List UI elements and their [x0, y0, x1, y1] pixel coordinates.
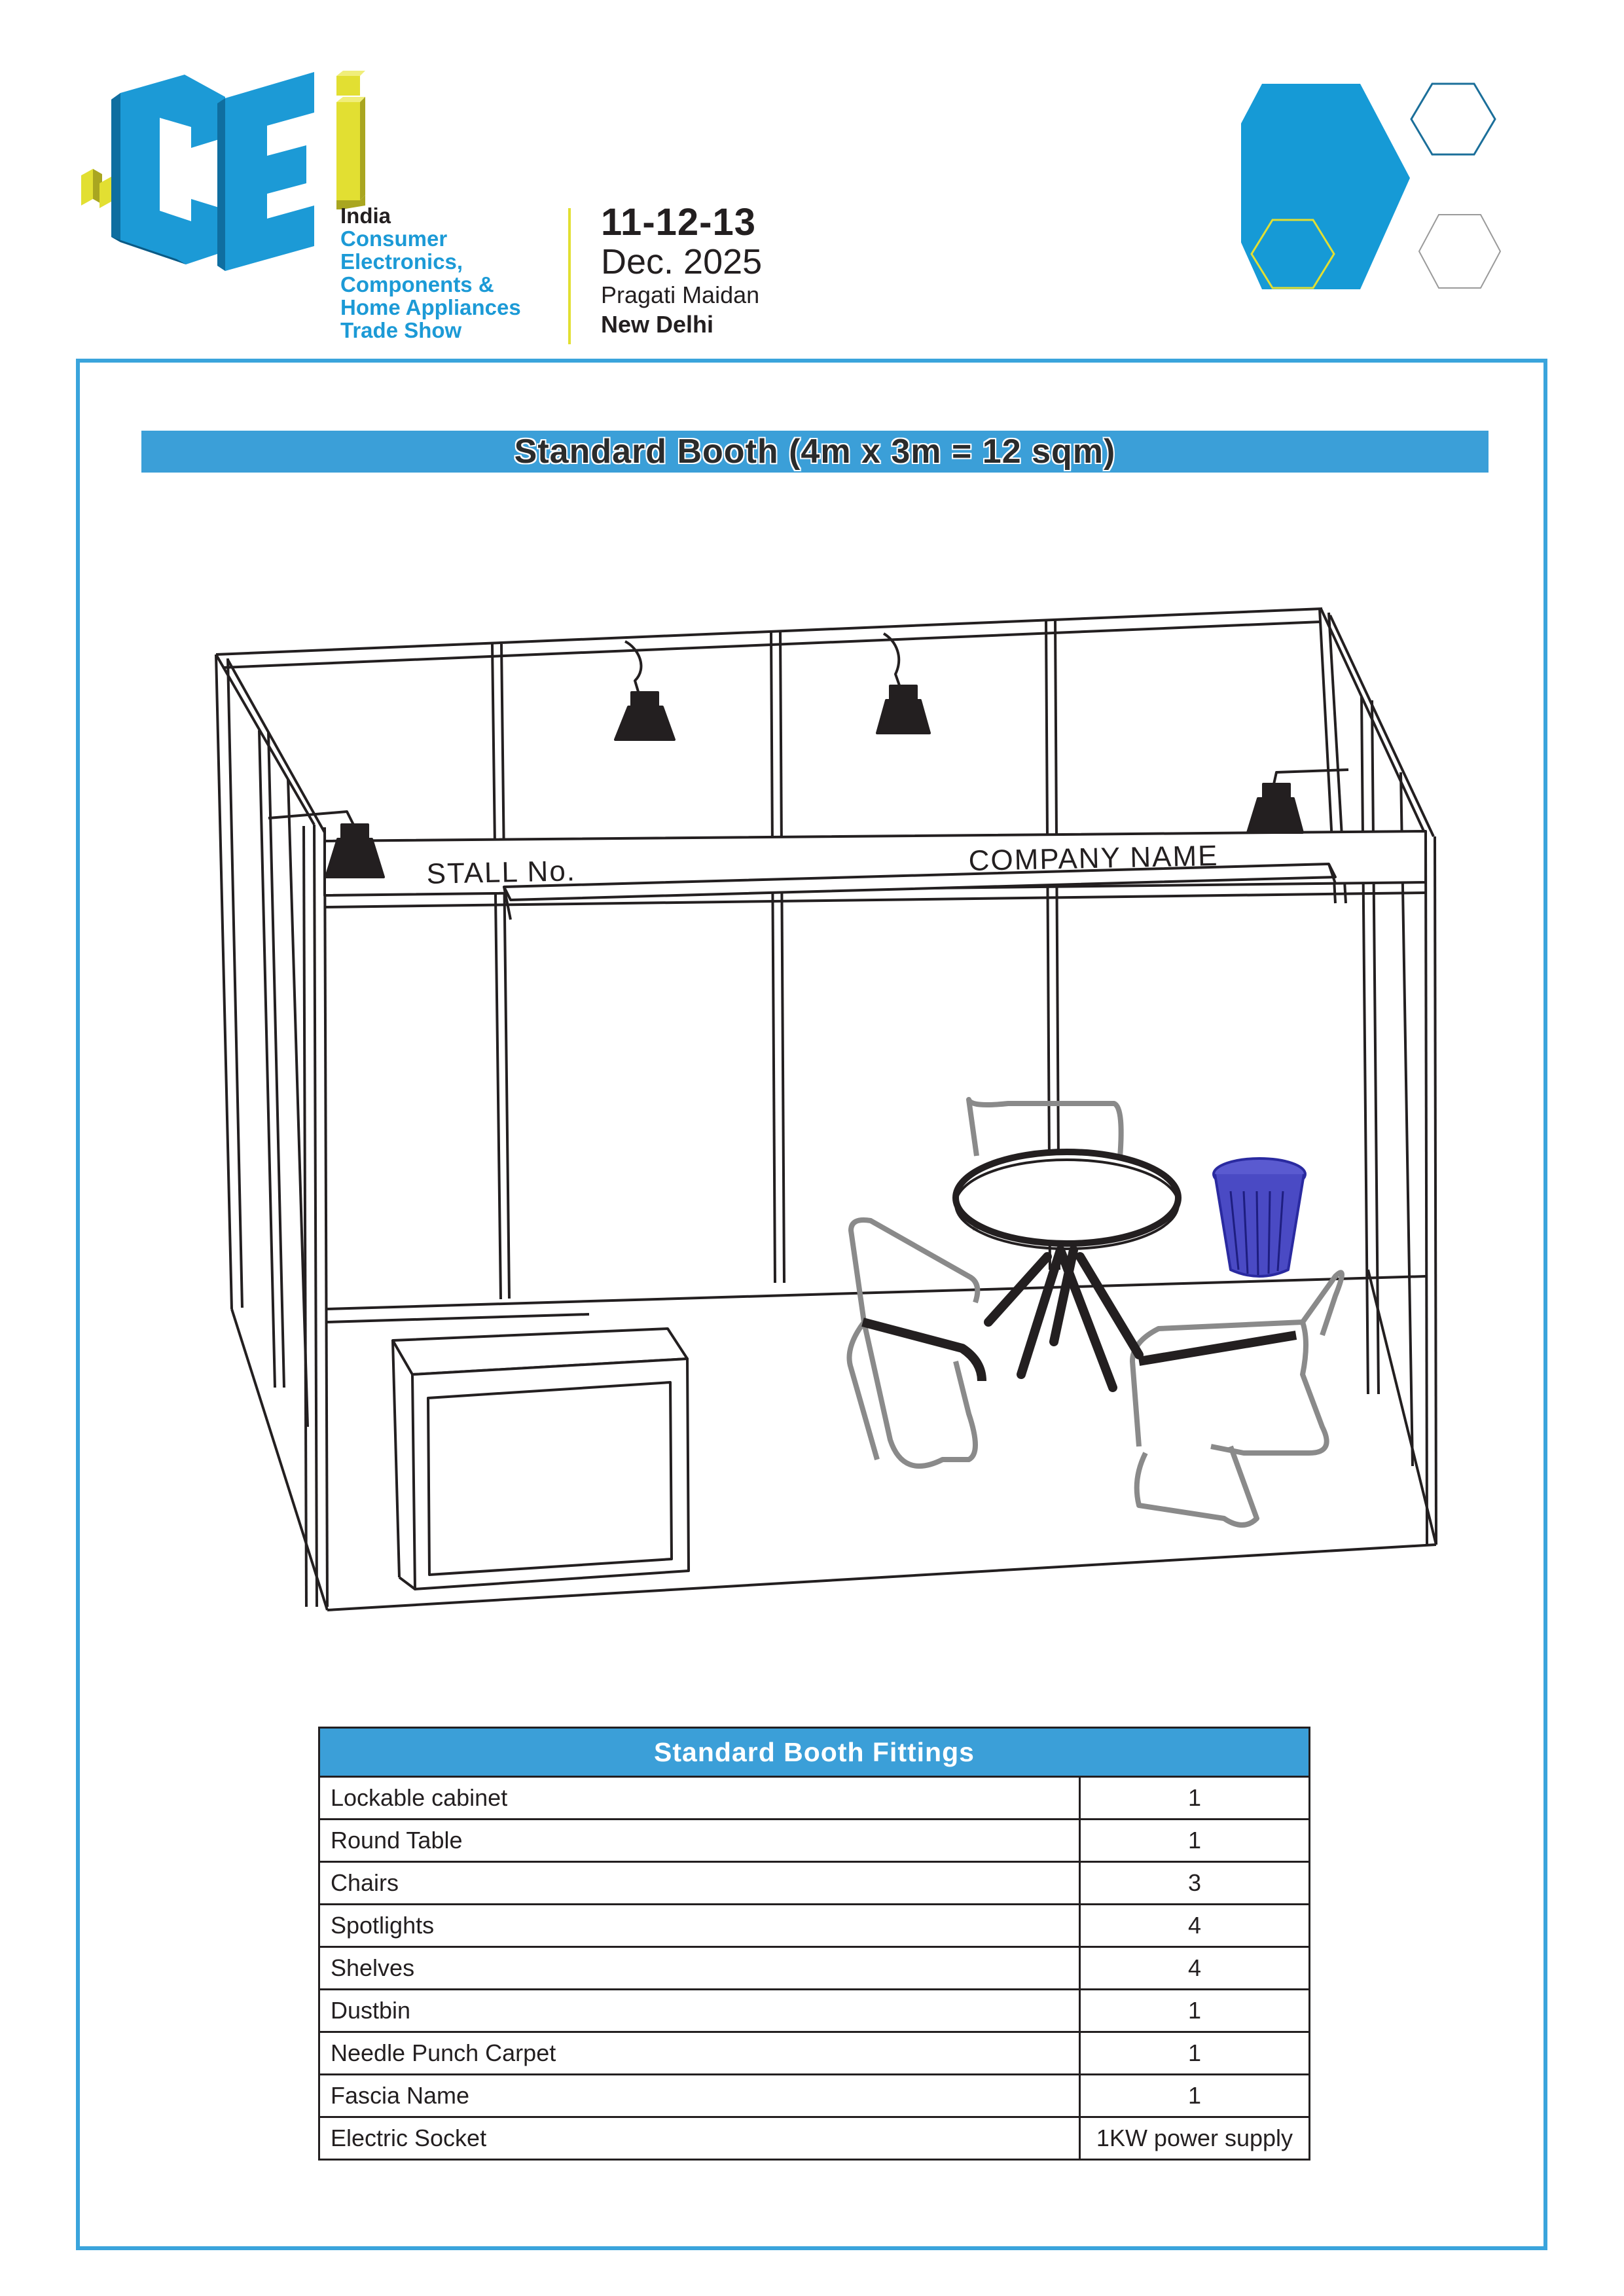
spotlight: [877, 634, 929, 733]
item-name: Round Table: [319, 1820, 1080, 1862]
item-qty: 4: [1080, 1905, 1310, 1947]
table-row: [319, 1905, 1310, 1947]
event-venue: Pragati Maidan: [601, 281, 760, 308]
section-title: Standard Booth (4m x 3m = 12 sqm): [514, 433, 1116, 471]
lockable-cabinet: [393, 1329, 689, 1589]
section-title-bar: [141, 431, 1489, 473]
booth-illustration: [196, 576, 1466, 1623]
dustbin: [1214, 1158, 1305, 1276]
hexagon-decoration: [1241, 76, 1555, 305]
chair: [1132, 1272, 1342, 1525]
item-name: Shelves: [319, 1947, 1080, 1990]
event-dates: 11-12-13: [601, 201, 756, 243]
organization-name: [340, 204, 521, 342]
org-line: India: [340, 204, 391, 228]
table-row: [319, 2075, 1310, 2117]
item-name: Needle Punch Carpet: [319, 2032, 1080, 2075]
item-name: Spotlights: [319, 1905, 1080, 1947]
item-qty: 1KW power supply: [1080, 2117, 1310, 2160]
event-info: [601, 202, 762, 339]
item-qty: 1: [1080, 2075, 1310, 2117]
spotlight: [1248, 770, 1348, 833]
item-qty: 1: [1080, 1990, 1310, 2032]
item-name: Electric Socket: [319, 2117, 1080, 2160]
fittings-table: [318, 1727, 1310, 2161]
table-row: [319, 2117, 1310, 2160]
item-name: Lockable cabinet: [319, 1777, 1080, 1820]
item-qty: 4: [1080, 1947, 1310, 1990]
item-qty: 1: [1080, 1820, 1310, 1862]
org-line: Components &: [340, 272, 494, 296]
table-row: [319, 1990, 1310, 2032]
item-name: Dustbin: [319, 1990, 1080, 2032]
table-row: [319, 1862, 1310, 1905]
header-divider: [568, 208, 571, 344]
item-qty: 3: [1080, 1862, 1310, 1905]
item-qty: 1: [1080, 1777, 1310, 1820]
table-header: Standard Booth Fittings: [319, 1728, 1310, 1777]
round-table: [956, 1152, 1178, 1388]
stall-number-label: STALL No.: [426, 855, 577, 890]
table-row: [319, 1820, 1310, 1862]
event-city: New Delhi: [601, 311, 714, 338]
spotlight: [615, 641, 674, 740]
item-name: Fascia Name: [319, 2075, 1080, 2117]
org-line: Trade Show: [340, 318, 462, 342]
item-name: Chairs: [319, 1862, 1080, 1905]
org-line: Electronics,: [340, 249, 463, 274]
item-qty: 1: [1080, 2032, 1310, 2075]
icei-logo: [73, 71, 368, 280]
org-line: Home Appliances: [340, 295, 521, 319]
org-line: Consumer: [340, 226, 448, 251]
table-header-row: [319, 1728, 1310, 1777]
event-month-year: Dec. 2025: [601, 242, 763, 281]
table-row: [319, 1947, 1310, 1990]
table-row: [319, 2032, 1310, 2075]
company-name-label: COMPANY NAME: [968, 840, 1219, 877]
chair: [850, 1220, 983, 1466]
table-row: [319, 1777, 1310, 1820]
